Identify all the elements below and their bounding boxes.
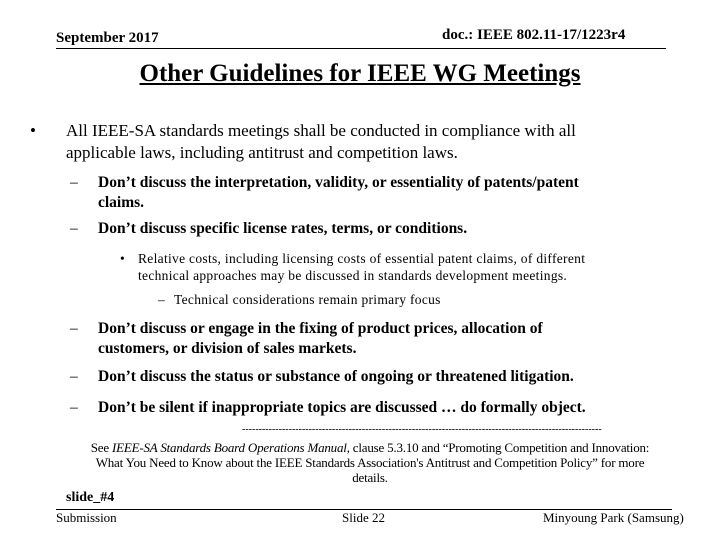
dash-marker: – bbox=[70, 399, 78, 416]
slide-title: Other Guidelines for IEEE WG Meetings bbox=[139, 60, 581, 87]
dash-item-line2: customers, or division of sales markets. bbox=[98, 340, 357, 357]
dash-item-line1: Don’t discuss the interpretation, validity, or essentiality of patents/patent bbox=[98, 174, 579, 191]
header-doc-id: doc.: IEEE 802.11-17/1223r4 bbox=[442, 27, 626, 43]
footnote-line1-rest: , clause 5.3.10 and “Promoting Competition and Innovation: bbox=[346, 440, 650, 455]
header-date: September 2017 bbox=[56, 30, 159, 46]
dash-item-line1: Don’t discuss the status or substance of ongoing or threatened litigation. bbox=[98, 368, 574, 385]
sub-sub-bullet-marker: – bbox=[158, 292, 166, 307]
sub-bullet-line1: Relative costs, including licensing costs of essential patent claims, of different bbox=[138, 251, 586, 266]
footnote-manual-title: IEEE-SA Standards Board Operations Manual bbox=[112, 440, 347, 455]
sub-sub-bullet-text: Technical considerations remain primary focus bbox=[174, 292, 441, 307]
footer-slide-number: Slide 22 bbox=[342, 510, 385, 525]
footnote bbox=[40, 440, 700, 485]
slide-number-label: slide_#4 bbox=[66, 490, 115, 505]
main-bullet-line1: All IEEE-SA standards meetings shall be conducted in compliance with all bbox=[66, 121, 576, 140]
dash-item-line1: Don’t be silent if inappropriate topics are discussed … do formally object. bbox=[98, 399, 586, 416]
footer-submission: Submission bbox=[56, 510, 117, 525]
dash-marker: – bbox=[70, 320, 78, 337]
header-rule bbox=[56, 48, 666, 49]
sub-bullet-marker: • bbox=[120, 251, 126, 266]
dash-marker: – bbox=[70, 368, 78, 385]
dash-item-line2: claims. bbox=[98, 194, 145, 211]
footnote-line3: details. bbox=[352, 470, 388, 485]
footer-author: Minyoung Park (Samsung) bbox=[543, 510, 684, 525]
footnote-line1 bbox=[40, 440, 700, 455]
footnote-prefix: See bbox=[90, 440, 112, 455]
dash-item-line1: Don’t discuss or engage in the fixing of product prices, allocation of bbox=[98, 320, 543, 337]
dash-item-line1: Don’t discuss specific license rates, terms, or conditions. bbox=[98, 220, 468, 237]
footnote-separator: ------------------------------------------------------------------------------------------------------------ bbox=[242, 424, 602, 435]
footnote-line2: What You Need to Know about the IEEE Standards Association's Antitrust and Competition Policy” for more bbox=[95, 455, 645, 470]
main-bullet-line2: applicable laws, including antitrust and competition laws. bbox=[66, 143, 458, 162]
dash-marker: – bbox=[70, 220, 78, 237]
bullet-marker: • bbox=[30, 121, 36, 140]
sub-bullet-line2: technical approaches may be discussed in standards development meetings. bbox=[138, 268, 568, 283]
dash-marker: – bbox=[70, 174, 78, 191]
